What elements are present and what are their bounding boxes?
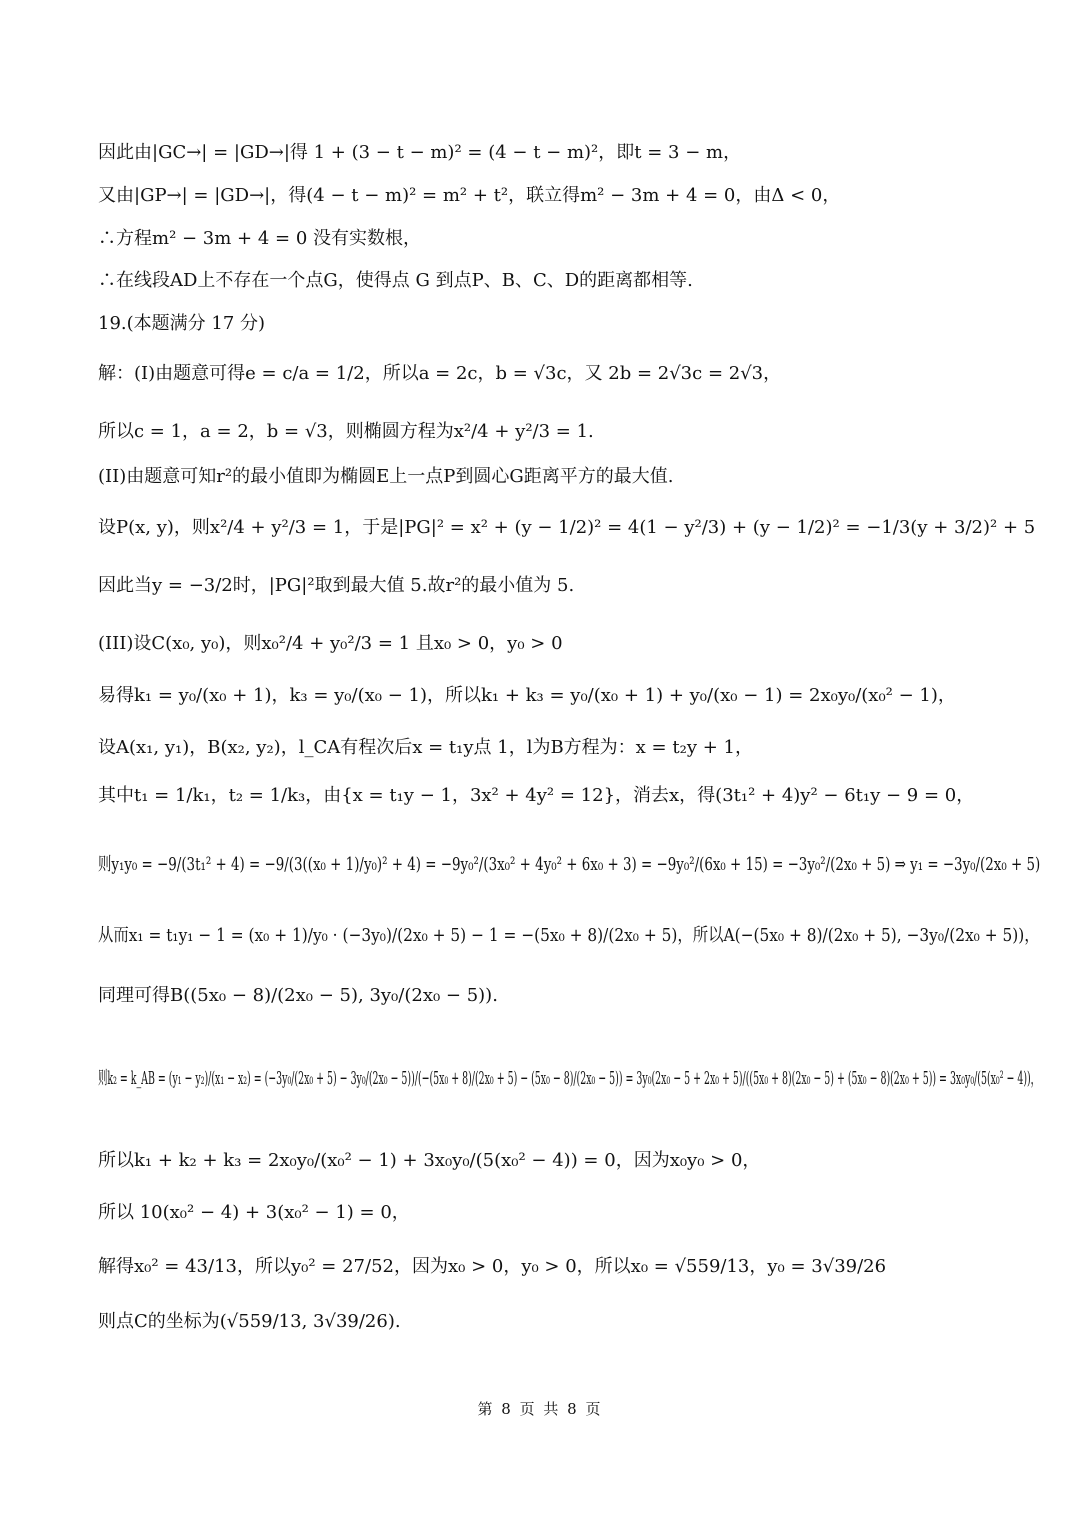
part-2-line-1: (II)由题意可知r²的最小值即为椭圆E上一点P到圆心G距离平方的最大值. — [98, 466, 674, 487]
part-3-line-12: 则点C的坐标为(√559/13, 3√39/26). — [98, 1311, 401, 1332]
question-heading: 19.(本题满分 17 分) — [98, 313, 266, 334]
part-3-line-8: 则k₂ = k_AB = (y₁ − y₂)/(x₁ − x₂) = (−3y₀/(2x₀ + 5) − 3y₀/(2x₀ − 5))/(−(5x₀ + 8)/(2x₀ + 5) − (5x₀ − 8)/(2x₀ − 5)) = 3y₀(2x₀ − 5 + 2x₀ + 5)/((5x₀ + 8)(2x₀ − 5) + (5x₀ − 8)(2x₀ + 5)) = 3x₀y₀/(5(x₀² − 4))， — [98, 1068, 1041, 1089]
part-3-line-10: 所以 10(x₀² − 4) + 3(x₀² − 1) = 0， — [98, 1202, 410, 1223]
solution-line-3: ∴方程m² − 3m + 4 = 0 没有实数根， — [98, 228, 422, 249]
part-3-line-2: 易得k₁ = y₀/(x₀ + 1)，k₃ = y₀/(x₀ − 1)，所以k₁ + k₃ = y₀/(x₀ + 1) + y₀/(x₀ − 1) = 2x₀y₀/(x₀² − 1)， — [98, 685, 956, 706]
part-3-line-5: 则y₁y₀ = −9/(3t₁² + 4) = −9/(3((x₀ + 1)/y₀)² + 4) = −9y₀²/(3x₀² + 4y₀² + 6x₀ + 3) = −9y₀²/(6x₀ + 15) = −3y₀²/(2x₀ + 5) ⇒ y₁ = −3y₀/(2x₀ + 5) — [98, 854, 1041, 875]
part-1-line-1: 解：(I)由题意可得e = c/a = 1/2，所以a = 2c，b = √3c，又 2b = 2√3c = 2√3， — [98, 363, 782, 384]
solution-line-4: ∴在线段AD上不存在一个点G，使得点 G 到点P、B、C、D的距离都相等. — [98, 270, 693, 291]
part-3-line-7: 同理可得B((5x₀ − 8)/(2x₀ − 5), 3y₀/(2x₀ − 5)). — [98, 985, 498, 1006]
part-2-line-3: 因此当y = −3/2时，|PG|²取到最大值 5.故r²的最小值为 5. — [98, 575, 575, 596]
page-footer: 第 8 页 共 8 页 — [477, 1400, 603, 1418]
part-3-line-6: 从而x₁ = t₁y₁ − 1 = (x₀ + 1)/y₀ · (−3y₀)/(2x₀ + 5) − 1 = −(5x₀ + 8)/(2x₀ + 5)，所以A(−(5x₀ + 8)/(2x₀ + 5), −3y₀/(2x₀ + 5))， — [98, 925, 1040, 946]
solution-line-1: 因此由|GC→| = |GD→|得 1 + (3 − t − m)² = (4 − t − m)²，即t = 3 − m， — [98, 142, 742, 163]
part-2-line-2: 设P(x, y)，则x²/4 + y²/3 = 1，于是|PG|² = x² + (y − 1/2)² = 4(1 − y²/3) + (y − 1/2)² = −1/3(y + 3/2)² + 5 — [98, 517, 1036, 538]
solution-line-2: 又由|GP→| = |GD→|，得(4 − t − m)² = m² + t²，联立得m² − 3m + 4 = 0，由Δ < 0， — [98, 185, 841, 206]
part-3-line-9: 所以k₁ + k₂ + k₃ = 2x₀y₀/(x₀² − 1) + 3x₀y₀/(5(x₀² − 4)) = 0，因为x₀y₀ > 0， — [98, 1150, 761, 1171]
part-1-line-2: 所以c = 1，a = 2，b = √3，则椭圆方程为x²/4 + y²/3 = 1. — [98, 421, 594, 442]
part-3-line-11: 解得x₀² = 43/13，所以y₀² = 27/52，因为x₀ > 0，y₀ > 0，所以x₀ = √559/13，y₀ = 3√39/26 — [98, 1256, 887, 1277]
part-3-line-1: (III)设C(x₀, y₀)，则x₀²/4 + y₀²/3 = 1 且x₀ > 0，y₀ > 0 — [98, 633, 563, 654]
part-3-line-4: 其中t₁ = 1/k₁，t₂ = 1/k₃，由{x = t₁y − 1，3x² + 4y² = 12}，消去x，得(3t₁² + 4)y² − 6t₁y − 9 = 0， — [98, 785, 975, 806]
part-3-line-3: 设A(x₁, y₁)，B(x₂, y₂)，l_CA有程次后x = t₁y点 1，l为B方程为：x = t₂y + 1， — [98, 737, 753, 758]
